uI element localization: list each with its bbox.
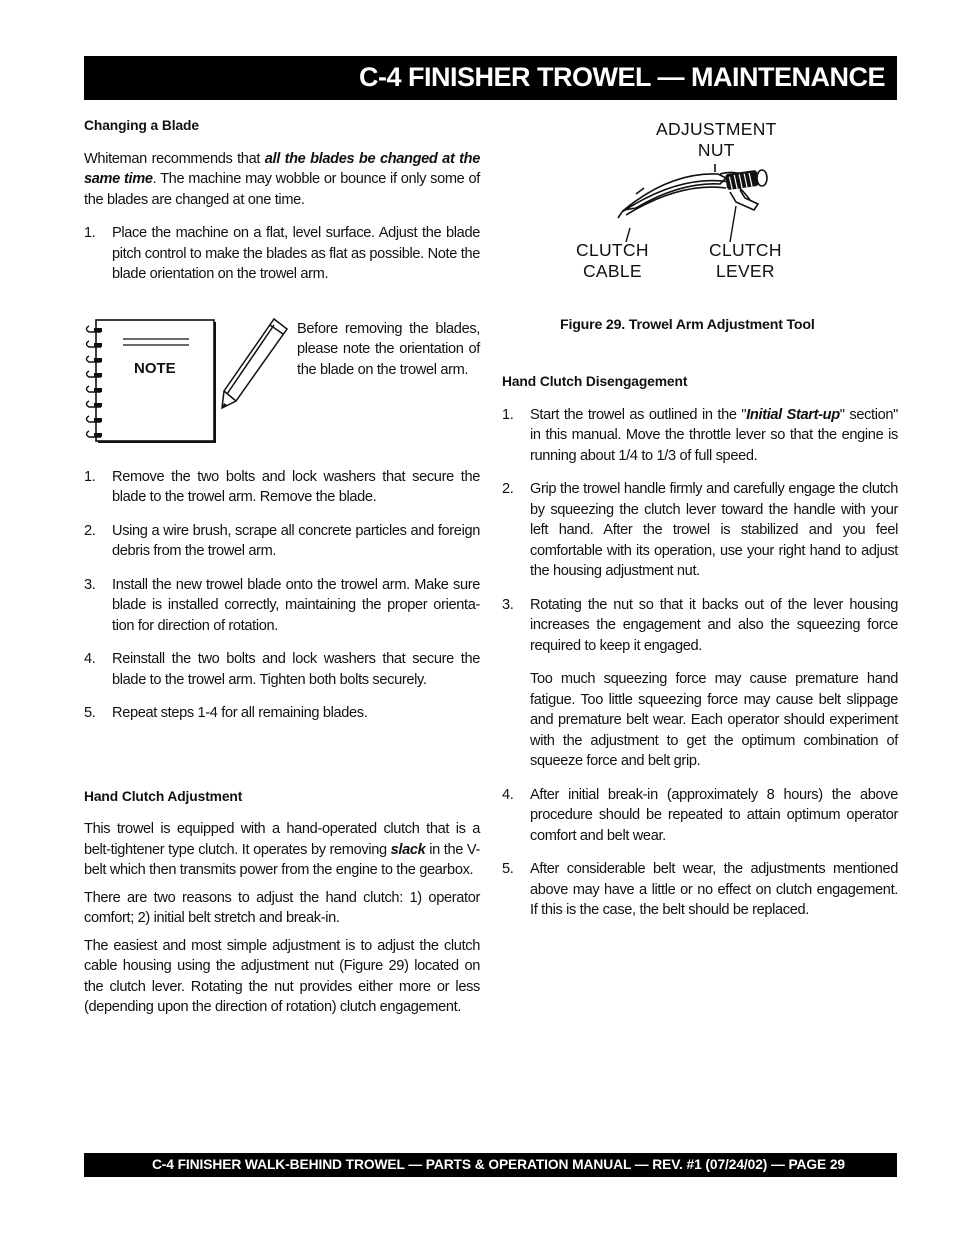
page-title: C-4 FINISHER TROWEL — MAINTENANCE bbox=[358, 62, 885, 92]
list-item bbox=[502, 405, 898, 467]
list-item bbox=[502, 785, 898, 847]
step-text-extra: Too much squeezing force may cause premature hand fatigue. Too little squeezing force may cause belt slippage and premature belt wear. Each operator should experiment with the adjustment to get the optimum combination of squeeze force and belt grip. bbox=[530, 671, 898, 769]
p1-text: This trowel is equipped with a hand-operated clutch that is a belt-tightener type clutch. It operates by removing bbox=[84, 821, 480, 858]
step-text: Place the machine on a flat, level surface. Adjust the blade pitch control to make the blades as flat as possible. Note the blade orientation on the trowel arm. bbox=[112, 225, 480, 282]
step-emphasis: Initial Start-up bbox=[746, 406, 840, 423]
blade-steps bbox=[84, 467, 480, 724]
label-line: ADJUSTMENT bbox=[656, 119, 777, 139]
step-number: 4. bbox=[84, 651, 96, 667]
label-line: CLUTCH bbox=[576, 240, 649, 260]
label-line: NUT bbox=[697, 140, 735, 160]
p1-text-end: in the V-belt which then transmits power from the engine to the gearbox. bbox=[84, 841, 480, 878]
step-text: Install the new trowel blade onto the trowel arm. Make sure blade is installed correctly, maintaining the proper orienta-tion for direction of rotation. bbox=[112, 576, 480, 634]
hand-clutch-disengagement-heading: Hand Clutch Disengagement bbox=[502, 374, 688, 389]
step-text: After considerable belt wear, the adjustments mentioned above may have a little or no effect on clutch engagement. If this is the case, the belt should be replaced. bbox=[530, 861, 898, 918]
hand-clutch-adjustment-heading: Hand Clutch Adjustment bbox=[84, 788, 243, 804]
step-number: 5. bbox=[84, 705, 96, 721]
list-item bbox=[84, 575, 480, 637]
page-header-bar bbox=[84, 56, 897, 100]
step-number: 1. bbox=[84, 468, 96, 485]
figure-label-clutch-cable bbox=[576, 240, 649, 282]
step-number: 2. bbox=[502, 481, 514, 497]
step-number: 2. bbox=[84, 522, 96, 539]
pre-note-steps bbox=[84, 223, 480, 285]
step-text: Reinstall the two bolts and lock washers that secure the blade to the trowel arm. Tighten both bolts securely. bbox=[112, 651, 480, 688]
list-item bbox=[84, 521, 480, 562]
step-text: Using a wire brush, scrape all concrete particles and foreign debris from the trowel arm. bbox=[112, 522, 480, 559]
clutch-adjustment-paragraph-2: There are two reasons to adjust the hand clutch: 1) operator comfort; 2) initial belt stretch and break-in. bbox=[84, 889, 480, 926]
list-item bbox=[84, 467, 480, 508]
step-text: Rotating the nut so that it backs out of the lever housing increases the engagement and also the squeezing force required to keep it engaged. bbox=[530, 596, 898, 654]
page-footer-bar bbox=[84, 1153, 897, 1177]
step-text: Remove the two bolts and lock washers that secure the blade to the trowel arm. Remove the blade. bbox=[112, 468, 480, 505]
clutch-adjustment-paragraph-3: The easiest and most simple adjustment is to adjust the clutch cable housing using the adjustment nut (Figure 29) located on the clutch lever. Rotating the nut provides either more or less (depending upon the direction of rotation) clutch engagement. bbox=[84, 937, 480, 1015]
figure-label-clutch-lever bbox=[709, 240, 782, 282]
label-line: LEVER bbox=[715, 261, 775, 281]
left-column bbox=[84, 116, 480, 1025]
list-item bbox=[84, 223, 480, 285]
intro-text: Whiteman recommends that bbox=[84, 150, 265, 167]
list-item bbox=[84, 703, 480, 724]
label-line: CLUTCH bbox=[709, 240, 782, 260]
list-item bbox=[502, 859, 898, 921]
step-text: Start the trowel as outlined in the " bbox=[530, 406, 747, 423]
step-number: 4. bbox=[502, 786, 514, 803]
step-number: 3. bbox=[84, 576, 96, 593]
notebook-pencil-icon bbox=[84, 317, 294, 447]
step-text: Repeat steps 1-4 for all remaining blades. bbox=[112, 705, 368, 721]
label-line: CABLE bbox=[582, 261, 642, 281]
clutch-adjustment-paragraph-1 bbox=[84, 819, 480, 881]
right-column bbox=[502, 372, 898, 934]
changing-blade-intro bbox=[84, 149, 480, 211]
trowel-arm-adjustment-figure bbox=[540, 112, 840, 292]
step-text: After initial break-in (approximately 8 hours) the above procedure should be repeated to attain optimum operator comfort and belt wear. bbox=[530, 786, 898, 844]
list-item bbox=[84, 649, 480, 690]
note-text: Before removing the blades, please note the orientation of the blade on the trowel arm. bbox=[297, 320, 480, 378]
figure-caption: Figure 29. Trowel Arm Adjustment Tool bbox=[560, 317, 815, 333]
step-number: 3. bbox=[502, 596, 514, 613]
intro-emphasis: all the blades be changed at the same time bbox=[84, 150, 480, 187]
intro-text-end: . The machine may wobble or bounce if only some of the blades are changed at one time. bbox=[84, 171, 480, 208]
note-label: NOTE bbox=[134, 359, 176, 377]
step-number: 1. bbox=[84, 225, 96, 241]
p1-emphasis: slack bbox=[390, 841, 426, 858]
footer-text: C-4 FINISHER WALK-BEHIND TROWEL — PARTS & OPERATION MANUAL — REV. #1 (07/24/02) — PAGE 29 bbox=[151, 1157, 845, 1172]
disengagement-steps bbox=[502, 405, 898, 921]
changing-blade-heading: Changing a Blade bbox=[84, 118, 199, 133]
step-number: 1. bbox=[502, 406, 514, 423]
step-text-end: " section" in this manual. Move the throttle lever so that the engine is running about 1/4 to 1/3 of full speed. bbox=[530, 406, 898, 464]
step-number: 5. bbox=[502, 861, 514, 877]
list-item bbox=[502, 595, 898, 772]
step-text: Grip the trowel handle firmly and carefully engage the clutch by squeezing the clutch lever toward the handle with your left hand. After the trowel is stabilized and you feel comfortable with its operation, use your right hand to adjust the housing adjustment nut. bbox=[530, 481, 898, 579]
note-callout bbox=[84, 319, 480, 449]
list-item bbox=[502, 479, 898, 582]
spacer bbox=[84, 737, 480, 787]
